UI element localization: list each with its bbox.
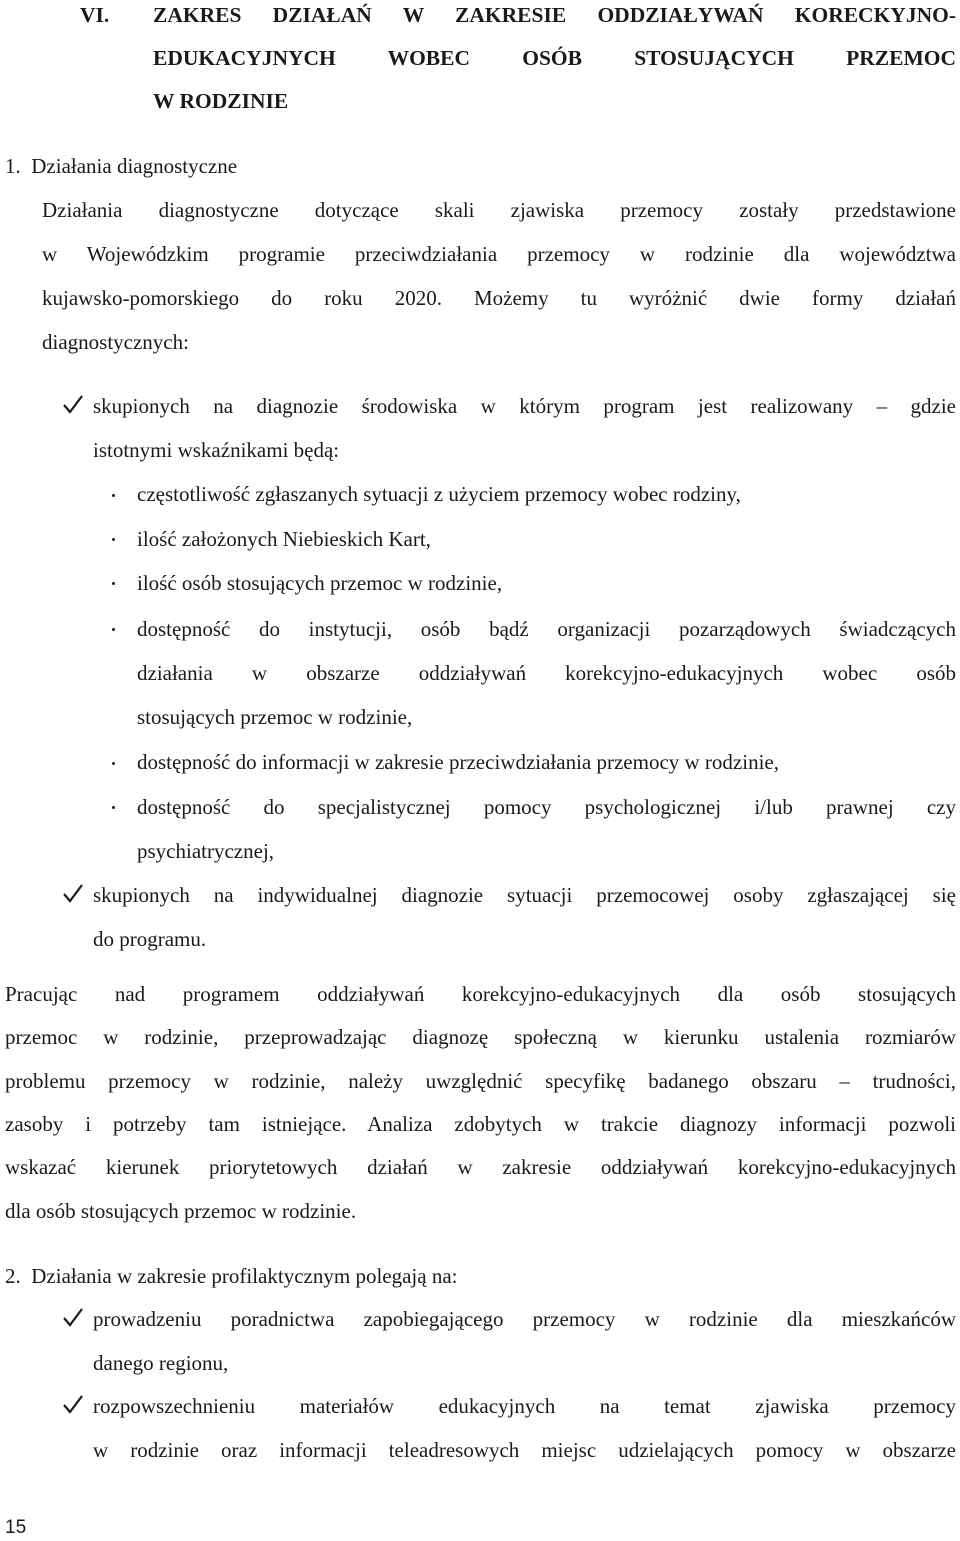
middle-dot-icon: [112, 538, 115, 541]
section-1-intro-line-4: diagnostycznych:: [42, 330, 189, 354]
middle-dot-icon: [112, 762, 115, 765]
middle-dot-icon: [112, 806, 115, 809]
paragraph-line-5: wskazać kierunek priorytetowych działań w zakresie oddziaływań korekcyjno-edukacyjnych: [5, 1155, 956, 1179]
bullet-3-line-1: ilość osób stosujących przemoc w rodzinie,: [137, 571, 503, 595]
middle-dot-icon: [112, 494, 115, 497]
checkmark-icon: [62, 1393, 84, 1415]
section-2-check-1-line-2: danego regionu,: [93, 1351, 229, 1375]
section-2-check-2-line-2: w rodzinie oraz informacji teleadresowych miejsc udzielających pomocy w obszarze: [93, 1438, 956, 1462]
bullet-4-line-3: stosujących przemoc w rodzinie,: [137, 705, 413, 729]
page-number: 15: [5, 1517, 27, 1538]
checkmark-icon: [62, 393, 84, 415]
section-1-intro-line-1: Działania diagnostyczne dotyczące skali zjawiska przemocy zostały przedstawione: [42, 198, 956, 222]
heading-number: VI.: [80, 3, 110, 27]
bullet-4-line-1: dostępność do instytucji, osób bądź organizacji pozarządowych świadczących: [137, 617, 956, 641]
bullet-1-line-1: częstotliwość zgłaszanych sytuacji z użyciem przemocy wobec rodziny,: [137, 482, 741, 506]
bullet-2-line-1: ilość założonych Niebieskich Kart,: [137, 527, 431, 551]
section-1-check-1-line-1: skupionych na diagnozie środowiska w którym program jest realizowany – gdzie: [93, 394, 956, 418]
bullet-4-line-2: działania w obszarze oddziaływań korekcyjno-edukacyjnych wobec osób: [137, 661, 956, 685]
section-1-intro-line-2: w Wojewódzkim programie przeciwdziałania przemocy w rodzinie dla województwa: [42, 242, 956, 266]
paragraph-line-6: dla osób stosujących przemoc w rodzinie.: [5, 1199, 357, 1223]
paragraph-line-2: przemoc w rodzinie, przeprowadzając diagnozę społeczną w kierunku ustalenia rozmiarów: [5, 1025, 956, 1049]
section-2-check-1-line-1: prowadzeniu poradnictwa zapobiegającego przemocy w rodzinie dla mieszkańców: [93, 1307, 956, 1331]
heading-line-3: W RODZINIE: [153, 89, 289, 113]
paragraph-line-3: problemu przemocy w rodzinie, należy uwzględnić specyfikę badanego obszaru – trudności,: [5, 1069, 956, 1093]
checkmark-icon: [62, 882, 84, 904]
checkmark-icon: [62, 1306, 84, 1328]
middle-dot-icon: [112, 582, 115, 585]
paragraph-line-1: Pracując nad programem oddziaływań korekcyjno-edukacyjnych dla osób stosujących: [5, 982, 956, 1006]
section-2-title: 2. Działania w zakresie profilaktycznym polegają na:: [5, 1264, 458, 1288]
section-1-check-1-line-2: istotnymi wskaźnikami będą:: [93, 438, 340, 462]
section-1-intro-line-3: kujawsko-pomorskiego do roku 2020. Możemy tu wyróżnić dwie formy działań: [42, 286, 956, 310]
paragraph-line-4: zasoby i potrzeby tam istniejące. Analiza zdobytych w trakcie diagnozy informacji pozwoli: [5, 1112, 956, 1136]
heading-line-1: ZAKRES DZIAŁAŃ W ZAKRESIE ODDZIAŁYWAŃ KORECKYJNO-: [153, 3, 956, 27]
bullet-5-line-1: dostępność do informacji w zakresie przeciwdziałania przemocy w rodzinie,: [137, 750, 779, 774]
section-2-check-2-line-1: rozpowszechnieniu materiałów edukacyjnych na temat zjawiska przemocy: [93, 1394, 956, 1418]
bullet-6-line-1: dostępność do specjalistycznej pomocy psychologicznej i/lub prawnej czy: [137, 795, 956, 819]
bullet-6-line-2: psychiatrycznej,: [137, 839, 275, 863]
heading-line-2: EDUKACYJNYCH WOBEC OSÓB STOSUJĄCYCH PRZEMOC: [153, 46, 956, 70]
section-1-title: 1. Działania diagnostyczne: [5, 154, 238, 178]
middle-dot-icon: [112, 628, 115, 631]
section-1-check-2-line-2: do programu.: [93, 927, 207, 951]
section-1-check-2-line-1: skupionych na indywidualnej diagnozie sytuacji przemocowej osoby zgłaszającej się: [93, 883, 956, 907]
